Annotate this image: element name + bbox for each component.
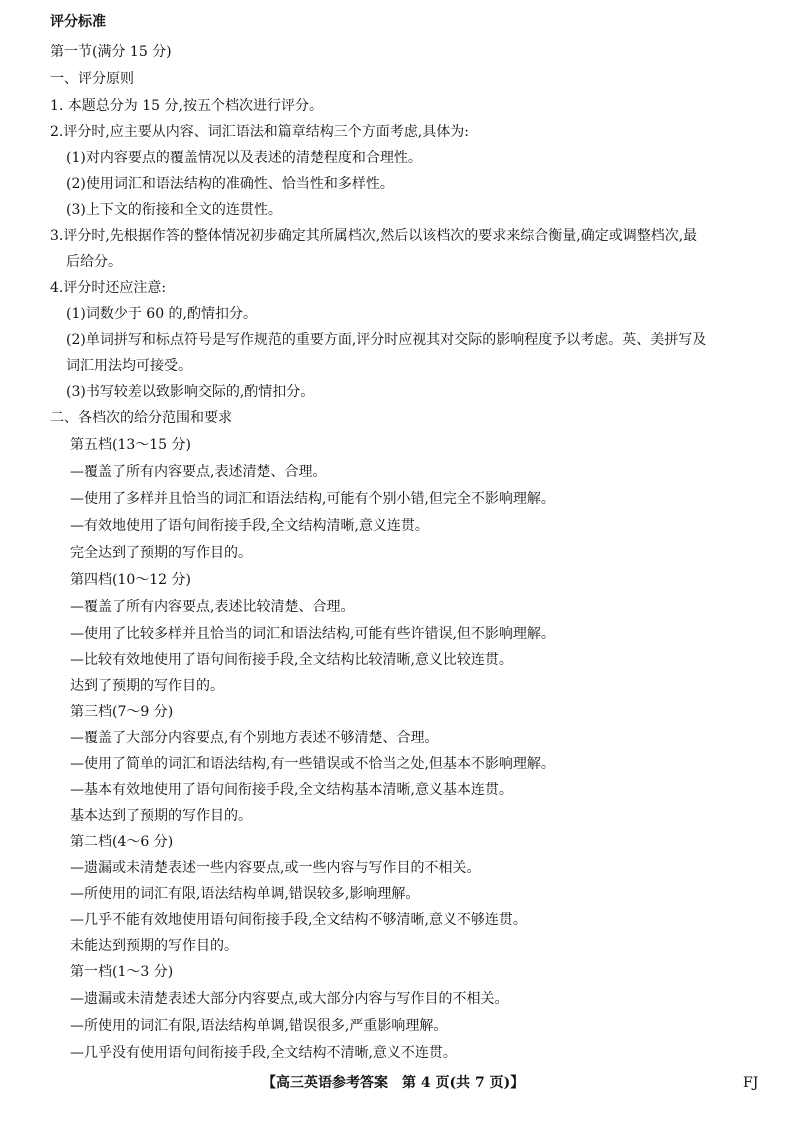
level-point: —所使用的词汇有限,语法结构单调,错误较多,影响理解。 [70,886,420,902]
footer-page-label: 【高三英语参考答案 第 4 页(共 7 页)】 [262,1075,525,1091]
level-name: 第一档(1～3 分) [70,964,174,980]
section-heading: 第一节(满分 15 分) [50,44,172,60]
level-point: —使用了简单的词汇和语法结构,有一些错误或不恰当之处,但基本不影响理解。 [70,756,555,772]
principle-item-3-line-2: 后给分。 [66,254,122,270]
level-name: 第四档(10～12 分) [70,572,192,588]
levels-heading: 二、各档次的给分范围和要求 [50,410,232,426]
principle-item-2-sub-1: (1)对内容要点的覆盖情况以及表述的清楚程度和合理性。 [66,150,422,166]
level-summary: 未能达到预期的写作目的。 [70,938,238,954]
principle-item-1: 1. 本题总分为 15 分,按五个档次进行评分。 [50,98,323,114]
principle-item-4-sub-2-line-2: 词汇用法均可接受。 [66,358,192,374]
level-point: —所使用的词汇有限,语法结构单调,错误很多,严重影响理解。 [70,1018,448,1034]
level-point: —使用了多样并且恰当的词汇和语法结构,可能有个别小错,但完全不影响理解。 [70,491,555,507]
level-point: —遗漏或未清楚表述一些内容要点,或一些内容与写作目的不相关。 [70,860,481,876]
level-point: —几乎没有使用语句间衔接手段,全文结构不清晰,意义不连贯。 [70,1045,457,1061]
level-point: —覆盖了所有内容要点,表述比较清楚、合理。 [70,599,355,615]
level-point: —基本有效地使用了语句间衔接手段,全文结构基本清晰,意义基本连贯。 [70,782,513,798]
principle-item-2: 2.评分时,应主要从内容、词汇语法和篇章结构三个方面考虑,具体为: [50,124,469,140]
level-point: —使用了比较多样并且恰当的词汇和语法结构,可能有些许错误,但不影响理解。 [70,626,555,642]
level-point: —比较有效地使用了语句间衔接手段,全文结构比较清晰,意义比较连贯。 [70,652,513,668]
level-name: 第二档(4～6 分) [70,834,174,850]
level-point: —遗漏或未清楚表述大部分内容要点,或大部分内容与写作目的不相关。 [70,991,509,1007]
footer-code: FJ [743,1075,759,1091]
principle-item-4-sub-3: (3)书写较差以致影响交际的,酌情扣分。 [66,384,315,400]
page-footer [0,1073,800,1093]
principle-item-4: 4.评分时还应注意: [50,280,167,296]
level-name: 第五档(13～15 分) [70,437,192,453]
level-summary: 完全达到了预期的写作目的。 [70,545,252,561]
principle-item-2-sub-3: (3)上下文的衔接和全文的连贯性。 [66,202,282,218]
principle-item-3-line-1: 3.评分时,先根据作答的整体情况初步确定其所属档次,然后以该档次的要求来综合衡量,确定或调整档次,最 [50,228,698,244]
level-point: —有效地使用了语句间衔接手段,全文结构清晰,意义连贯。 [70,518,429,534]
level-point: —覆盖了所有内容要点,表述清楚、合理。 [70,464,327,480]
principle-item-4-sub-1: (1)词数少于 60 的,酌情扣分。 [66,306,257,322]
level-point: —覆盖了大部分内容要点,有个别地方表述不够清楚、合理。 [70,730,439,746]
principle-item-2-sub-2: (2)使用词汇和语法结构的准确性、恰当性和多样性。 [66,176,394,192]
document-title: 评分标准 [50,14,106,30]
level-summary: 基本达到了预期的写作目的。 [70,808,252,824]
level-point: —几乎不能有效地使用语句间衔接手段,全文结构不够清晰,意义不够连贯。 [70,912,527,928]
principles-heading: 一、评分原则 [50,71,134,87]
level-summary: 达到了预期的写作目的。 [70,678,224,694]
level-name: 第三档(7～9 分) [70,704,174,720]
principle-item-4-sub-2-line-1: (2)单词拼写和标点符号是写作规范的重要方面,评分时应视其对交际的影响程度予以考虑。英、美拼写及 [66,332,707,348]
